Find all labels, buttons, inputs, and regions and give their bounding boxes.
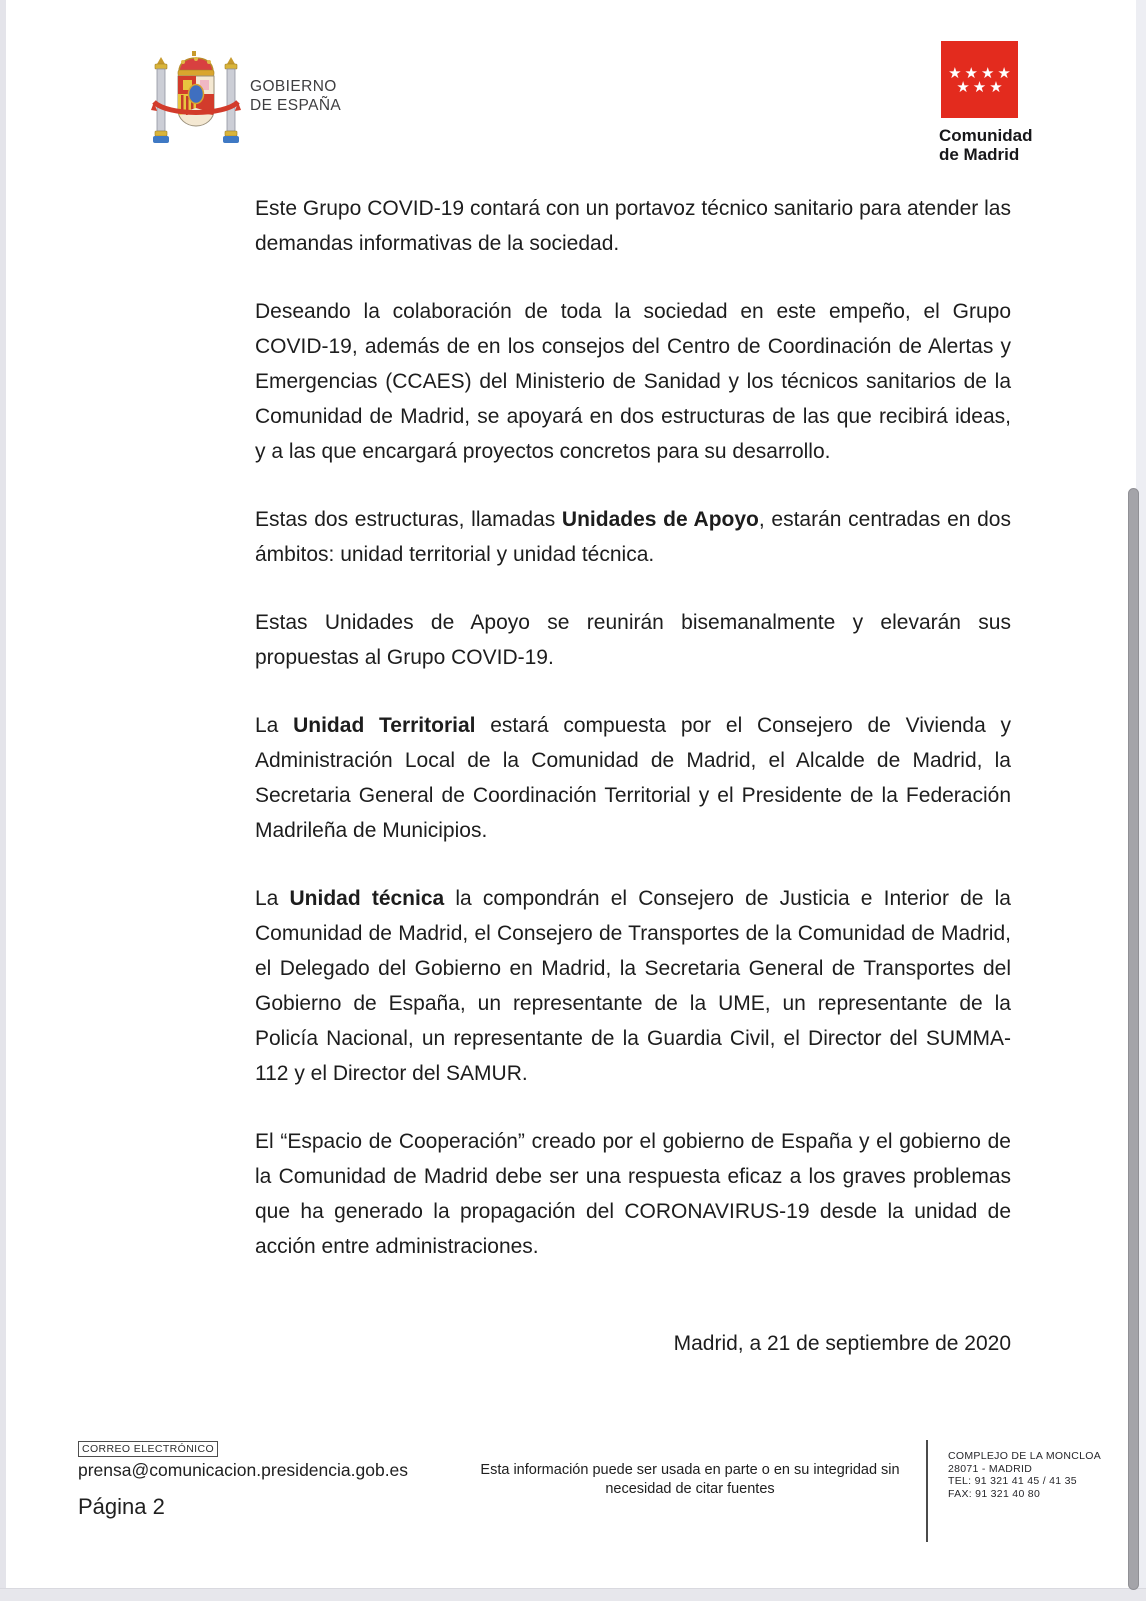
reuse-notice (460, 1461, 920, 1499)
madrid-wordmark (939, 126, 1051, 164)
paragraph: Estas Unidades de Apoyo se reunirán bisemanalmente y elevarán sus propuestas al Grupo COVID-19. (255, 611, 1011, 669)
dateline: Madrid, a 21 de septiembre de 2020 (673, 1332, 1011, 1355)
madrid-line1: Comunidad (939, 126, 1033, 145)
address-line: COMPLEJO DE LA MONCLOA (948, 1450, 1102, 1462)
address-line: 28071 - MADRID (948, 1462, 1033, 1475)
paragraph: La Unidad Territorial estará compuesta por el Consejero de Vivienda y Administración Local de la Comunidad de Madrid, el Alcalde de Madrid, la Secretaria General de Coordinación Territorial y el Presidente de la Federación Madrileña de Municipios. (255, 714, 1012, 842)
paragraph-list (255, 191, 1011, 1264)
paragraph: La Unidad técnica la compondrán el Consejero de Justicia e Interior de la Comunidad de Madrid, el Consejero de Transportes de la Comunidad de Madrid, el Delegado del Gobierno en Madrid, la Secretaria General de Transportes del Gobierno de España, un representante de la UME, un representante de la Policía Nacional, un representante de la Guardia Civil, el Director del SUMMA-112 y el Director del SAMUR. (255, 887, 1011, 1085)
star-row: ★★★★ (948, 63, 1014, 82)
document-body (255, 191, 1011, 1361)
address-block (926, 1440, 1101, 1542)
paragraph: Estas dos estructuras, llamadas Unidades de Apoyo, estarán centradas en dos ámbitos: unidad territorial y unidad técnica. (255, 508, 1011, 566)
gobierno-line2: DE ESPAÑA (250, 96, 342, 114)
reuse-notice-line2: necesidad de citar fuentes (605, 1481, 775, 1497)
page-left-edge (0, 0, 6, 1600)
reuse-notice-line1: Esta información puede ser usada en parte o en su integridad sin (480, 1462, 900, 1478)
paragraph: Deseando la colaboración de toda la sociedad en este empeño, el Grupo COVID-19, además de en los consejos del Centro de Coordinación de Alertas y Emergencias (CCAES) del Ministerio de Sanidad y los técnicos sanitarios de la Comunidad de Madrid, se apoyará en dos estructuras de las que recibirá ideas, y a las que encargará proyectos concretos para su desarrollo. (255, 300, 1011, 463)
address-line: FAX: 91 321 40 80 (948, 1487, 1041, 1500)
gobierno-line1: GOBIERNO (250, 78, 337, 95)
email-address: prensa@comunicacion.presidencia.gob.es (78, 1460, 409, 1480)
paragraph: Este Grupo COVID-19 contará con un portavoz técnico sanitario para atender las demandas informativas de la sociedad. (255, 197, 1011, 255)
email-label-box: CORREO ELECTRÓNICO (78, 1441, 218, 1457)
page-bottom-edge (0, 1588, 1146, 1601)
page-number: Página 2 (78, 1494, 165, 1519)
comunidad-de-madrid-logo (941, 41, 1051, 164)
address-line: TEL: 91 321 41 45 / 41 35 (948, 1475, 1077, 1487)
scrollbar-thumb[interactable] (1128, 488, 1139, 1590)
gobierno-de-espana-wordmark (250, 78, 341, 115)
star-row: ★★★ (956, 77, 1006, 96)
escudo-de-espana-icon (150, 50, 242, 152)
madrid-flag-icon (941, 41, 1018, 118)
madrid-line2: de Madrid (939, 145, 1020, 164)
paragraph: El “Espacio de Cooperación” creado por el gobierno de España y el gobierno de la Comunidad de Madrid debe ser una respuesta eficaz a los graves problemas que ha generado la propagación del CORONAVIRUS-19 desde la unidad de acción entre administraciones. (255, 1130, 1011, 1258)
